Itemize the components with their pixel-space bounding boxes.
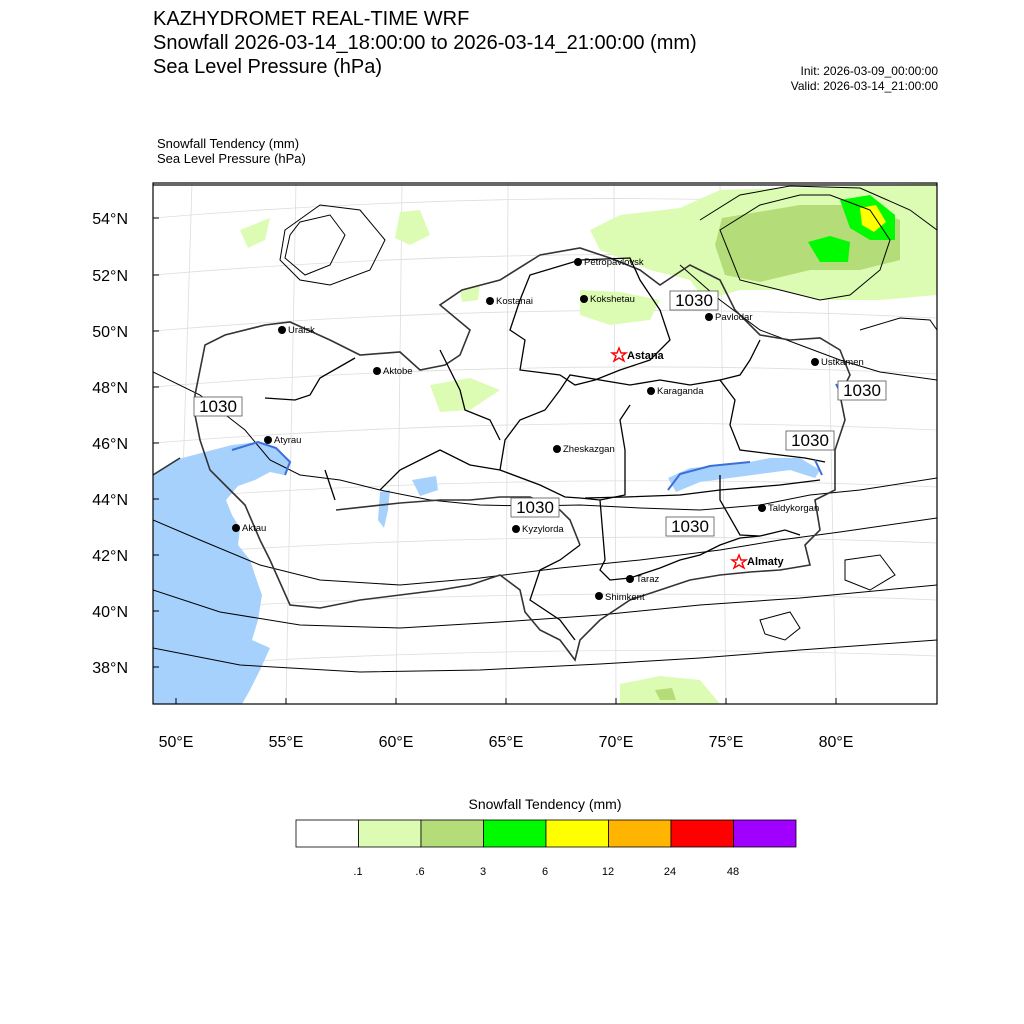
city-marker	[264, 436, 272, 444]
city-marker	[553, 445, 561, 453]
title-line-2: Snowfall 2026-03-14_18:00:00 to 2026-03-14_21:00:00 (mm)	[153, 32, 697, 54]
colorbar-swatch	[546, 820, 609, 847]
colorbar-label: 24	[663, 866, 677, 878]
colorbar-label: .6	[415, 866, 425, 878]
capital-star-icon	[612, 348, 626, 361]
lat-label: 50°N	[92, 324, 128, 341]
colorbar-label: 12	[601, 866, 615, 878]
lat-label: 44°N	[92, 492, 128, 509]
init-time: Init: 2026-03-09_00:00:00	[800, 64, 938, 78]
aral-sea	[378, 490, 390, 528]
colorbar-title: Snowfall Tendency (mm)	[468, 796, 622, 812]
city-label: Taldykorgan	[768, 503, 820, 514]
colorbar-swatch	[484, 820, 547, 847]
city-marker	[595, 592, 603, 600]
lat-label: 38°N	[92, 660, 128, 677]
colorbar-swatch	[359, 820, 422, 847]
lat-label: 48°N	[92, 380, 128, 397]
city-label: Taraz	[636, 574, 660, 585]
city-marker	[811, 358, 819, 366]
lat-label: 46°N	[92, 436, 128, 453]
city-marker	[705, 313, 713, 321]
colorbar-swatch	[609, 820, 672, 847]
colorbar-swatch	[671, 820, 734, 847]
colorbar-label: 6	[541, 866, 549, 878]
city-marker	[626, 575, 634, 583]
city-marker	[232, 524, 240, 532]
valid-time: Valid: 2026-03-14_21:00:00	[790, 79, 938, 93]
city-label: Aktobe	[383, 366, 413, 377]
city-markers	[232, 257, 864, 603]
lon-label: 60°E	[378, 734, 414, 751]
title-line-1: KAZHYDROMET REAL-TIME WRF	[153, 8, 470, 30]
colorbar-label: 48	[726, 866, 740, 878]
city-label: Atyrau	[274, 435, 302, 446]
title-line-3: Sea Level Pressure (hPa)	[153, 56, 383, 78]
lon-label: 65°E	[488, 734, 524, 751]
city-marker	[512, 525, 520, 533]
lon-label: 75°E	[708, 734, 744, 751]
lon-label: 70°E	[598, 734, 634, 751]
city-label: Aktau	[242, 523, 267, 534]
city-label: Kyzylorda	[522, 524, 564, 535]
longitude-labels	[159, 734, 854, 751]
lat-label: 54°N	[92, 211, 128, 228]
city-marker	[278, 326, 286, 334]
lat-label: 40°N	[92, 604, 128, 621]
subtitle-snowfall: Snowfall Tendency (mm)	[157, 136, 300, 151]
aral-sea-2	[412, 476, 438, 496]
city-label: Kokshetau	[590, 294, 635, 305]
colorbar-swatch	[296, 820, 359, 847]
isobar-label: 1030	[791, 431, 829, 450]
lat-label: 42°N	[92, 548, 128, 565]
latitude-labels	[92, 211, 128, 677]
city-label: Karaganda	[657, 386, 704, 397]
colorbar-label: 3	[479, 866, 487, 878]
city-label: Ustkamen	[821, 357, 864, 368]
isobar-label: 1030	[843, 381, 881, 400]
subtitle-pressure: Sea Level Pressure (hPa)	[157, 151, 306, 166]
city-marker	[486, 297, 494, 305]
isobar-label: 1030	[675, 291, 713, 310]
colorbar-label: .1	[353, 866, 363, 878]
city-marker	[647, 387, 655, 395]
lon-label: 80°E	[818, 734, 854, 751]
city-label: Astana	[627, 350, 664, 362]
lon-label: 55°E	[268, 734, 304, 751]
city-marker	[580, 295, 588, 303]
city-label: Pavlodar	[715, 312, 753, 323]
colorbar	[296, 820, 796, 847]
lat-label: 52°N	[92, 268, 128, 285]
city-label: Uralsk	[288, 325, 315, 336]
city-label: Almaty	[747, 556, 784, 568]
capital-star-icon	[732, 555, 746, 568]
city-marker	[758, 504, 766, 512]
city-label: Petropavlovsk	[584, 257, 644, 268]
isobar-label: 1030	[516, 498, 554, 517]
city-label: Kostanai	[496, 296, 533, 307]
city-marker	[373, 367, 381, 375]
lon-label: 50°E	[158, 734, 194, 751]
colorbar-swatch	[734, 820, 797, 847]
isobar-label: 1030	[671, 517, 709, 536]
city-label: Zheskazgan	[563, 444, 615, 455]
city-marker	[574, 258, 582, 266]
isobar-label: 1030	[199, 397, 237, 416]
city-label: Shimkent	[605, 592, 645, 603]
colorbar-swatch	[421, 820, 484, 847]
